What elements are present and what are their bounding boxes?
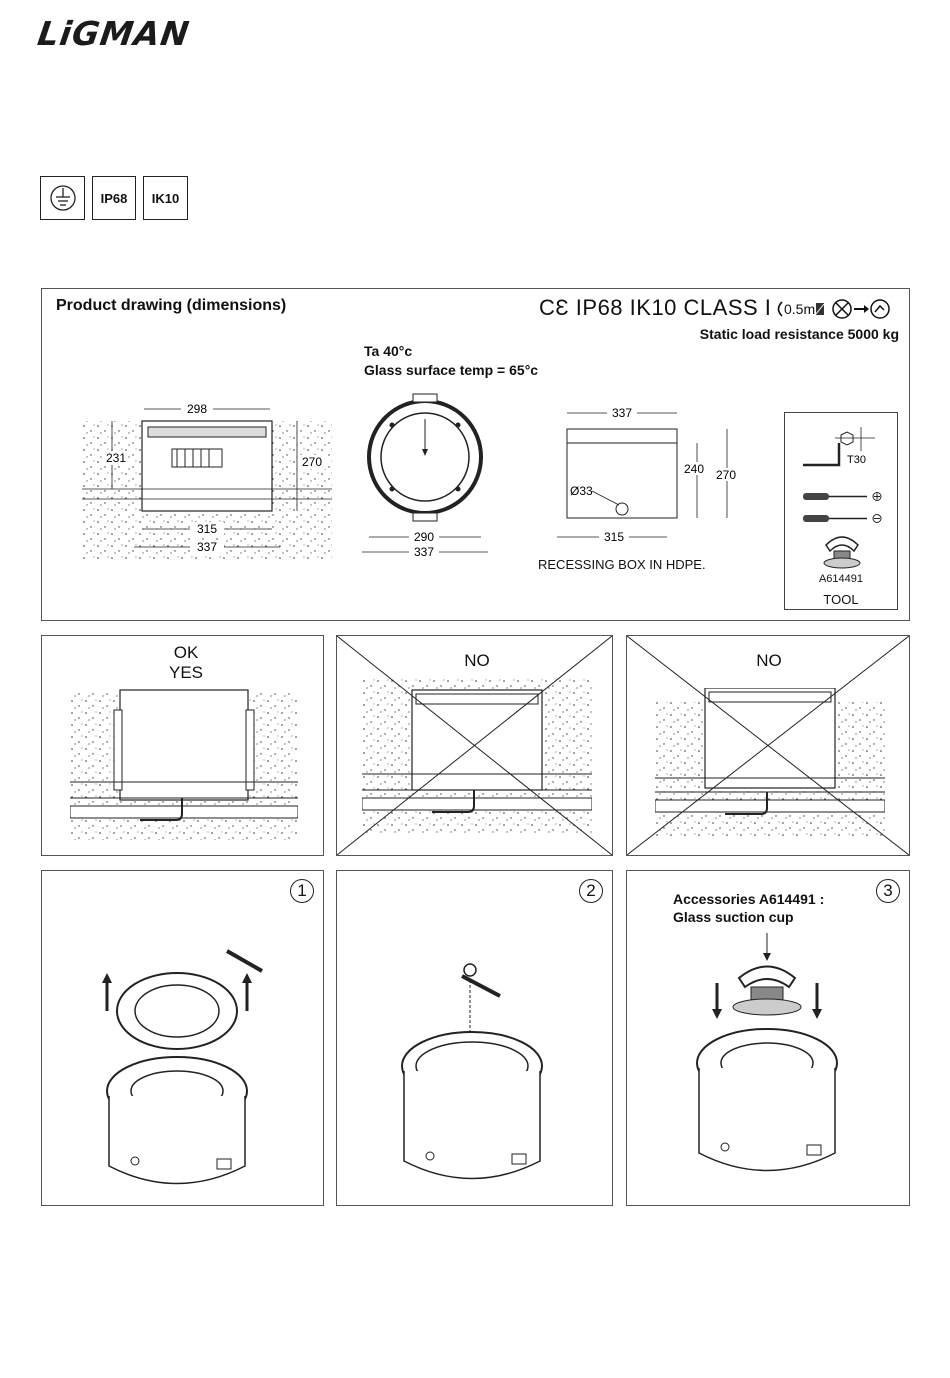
- install-panel-no-1: [336, 635, 613, 856]
- mount-depth-label: 0.5m: [784, 301, 816, 317]
- temperature-notes: [364, 342, 538, 380]
- rotate-tool-icon: [869, 298, 891, 320]
- side-height-inner-dim: 231: [105, 451, 127, 465]
- tool-part-number: A614491: [818, 573, 864, 585]
- tool-caption: TOOL: [823, 592, 859, 607]
- install-ok-label: [162, 643, 210, 683]
- hatch-icon: [815, 302, 825, 316]
- top-inner-dim: 290: [413, 530, 435, 544]
- step-panel-1: [41, 870, 324, 1206]
- step-panel-2: [336, 870, 613, 1206]
- install-panel-no-2: [626, 635, 910, 856]
- box-width-dim: 337: [611, 406, 633, 420]
- ambient-temp-label: Ta 40°c: [364, 343, 413, 359]
- tools-drawing: [795, 421, 887, 533]
- install-ok-drawing: [70, 686, 298, 844]
- ik10-badge: IK10: [143, 176, 188, 220]
- step-3-note: [673, 890, 824, 926]
- suction-cup-label: Glass suction cup: [673, 909, 794, 925]
- recessing-box-drawing: [537, 399, 747, 549]
- drawing-title: Product drawing (dimensions): [56, 297, 287, 314]
- recessing-box-caption: RECESSING BOX IN HDPE.: [538, 557, 706, 572]
- yes-label: YES: [168, 663, 204, 682]
- side-base-inner-dim: 315: [196, 522, 218, 536]
- side-width-dim: 298: [186, 402, 208, 416]
- ground-symbol-badge: [40, 176, 85, 220]
- cross-out-icon: [337, 636, 612, 855]
- certification-line: CƐ IP68 IK10 CLASS I: [539, 295, 772, 320]
- product-drawing-panel: [41, 288, 910, 621]
- step-number-3: 3: [876, 879, 900, 903]
- top-outer-dim: 337: [413, 545, 435, 559]
- step-1-illustration: [97, 941, 297, 1191]
- cross-out-icon: [627, 636, 909, 855]
- accessory-label: Accessories A614491 :: [673, 891, 825, 907]
- side-base-outer-dim: 337: [196, 540, 218, 554]
- side-section-drawing: [82, 399, 332, 569]
- mount-depth-group: [774, 298, 891, 320]
- box-height-outer-dim: 270: [715, 468, 737, 482]
- glass-temp-label: Glass surface temp = 65°c: [364, 362, 539, 378]
- ground-symbol-icon: [48, 183, 78, 213]
- install-no-label-2: NO: [756, 651, 782, 670]
- step-3-illustration: [687, 933, 887, 1195]
- t30-label: T30: [847, 454, 866, 466]
- install-no-label-1: NO: [464, 651, 490, 670]
- tools-box: [784, 412, 898, 610]
- no-tools-icon: [831, 298, 853, 320]
- step-2-illustration: [392, 956, 592, 1196]
- static-load-label: Static load resistance 5000 kg: [699, 326, 899, 342]
- arrow-right-icon: [853, 304, 869, 314]
- side-height-outer-dim: 270: [301, 455, 323, 469]
- box-height-inner-dim: 240: [683, 462, 705, 476]
- top-view-drawing: [352, 389, 502, 574]
- step-number-2: 2: [579, 879, 603, 903]
- step-number-1: 1: [290, 879, 314, 903]
- suction-cup-tool-icon: [820, 531, 864, 571]
- ok-label: OK: [173, 643, 199, 662]
- box-base-dim: 315: [603, 530, 625, 544]
- step-panel-3: [626, 870, 910, 1206]
- ip68-badge: IP68: [92, 176, 136, 220]
- box-hole-dim: Ø33: [570, 484, 593, 498]
- install-panel-ok: [41, 635, 324, 856]
- depth-arc-icon: [774, 300, 784, 318]
- brand-logo: LiGMAN: [35, 14, 193, 53]
